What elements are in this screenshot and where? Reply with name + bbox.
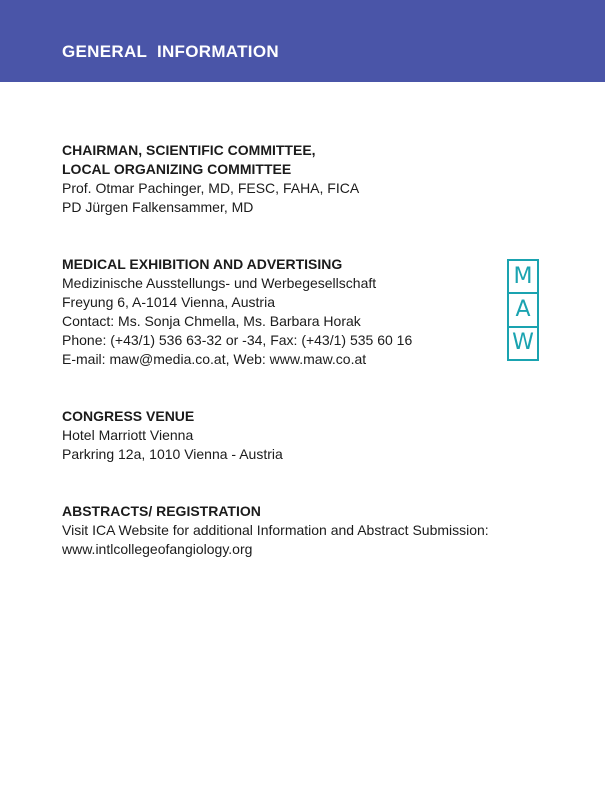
- section-exhibition: [62, 255, 412, 369]
- logo-letter: W: [509, 326, 537, 359]
- section-heading: CHAIRMAN, SCIENTIFIC COMMITTEE,: [62, 142, 316, 158]
- logo-letter: A: [509, 292, 537, 325]
- section-heading: LOCAL ORGANIZING COMMITTEE: [62, 161, 292, 177]
- section-text: Visit ICA Website for additional Information and Abstract Submission:: [62, 522, 489, 538]
- header-band: [0, 0, 605, 82]
- page-title: GENERAL INFORMATION: [62, 42, 279, 61]
- section-text: Prof. Otmar Pachinger, MD, FESC, FAHA, FICA: [62, 180, 360, 196]
- section-text: Hotel Marriott Vienna: [62, 427, 194, 443]
- section-text: Parkring 12a, 1010 Vienna - Austria: [62, 446, 283, 462]
- section-heading: ABSTRACTS/ REGISTRATION: [62, 503, 261, 519]
- section-text: PD Jürgen Falkensammer, MD: [62, 199, 254, 215]
- section-text: Medizinische Ausstellungs- und Werbegesellschaft: [62, 275, 377, 291]
- website-link[interactable]: www.intlcollegeofangiology.org: [62, 541, 253, 557]
- logo-letter: M: [513, 263, 533, 289]
- section-venue: [62, 407, 283, 464]
- section-text: Phone: (+43/1) 536 63-32 or -34, Fax: (+43/1) 535 60 16: [62, 332, 413, 348]
- maw-logo: [507, 259, 539, 361]
- section-text: Contact: Ms. Sonja Chmella, Ms. Barbara Horak: [62, 313, 361, 329]
- section-text: Freyung 6, A-1014 Vienna, Austria: [62, 294, 275, 310]
- section-abstracts: [62, 502, 489, 559]
- section-heading: CONGRESS VENUE: [62, 408, 195, 424]
- section-text: E-mail: maw@media.co.at, Web: www.maw.co.at: [62, 351, 367, 367]
- section-chairman: [62, 141, 359, 217]
- section-heading: MEDICAL EXHIBITION AND ADVERTISING: [62, 256, 343, 272]
